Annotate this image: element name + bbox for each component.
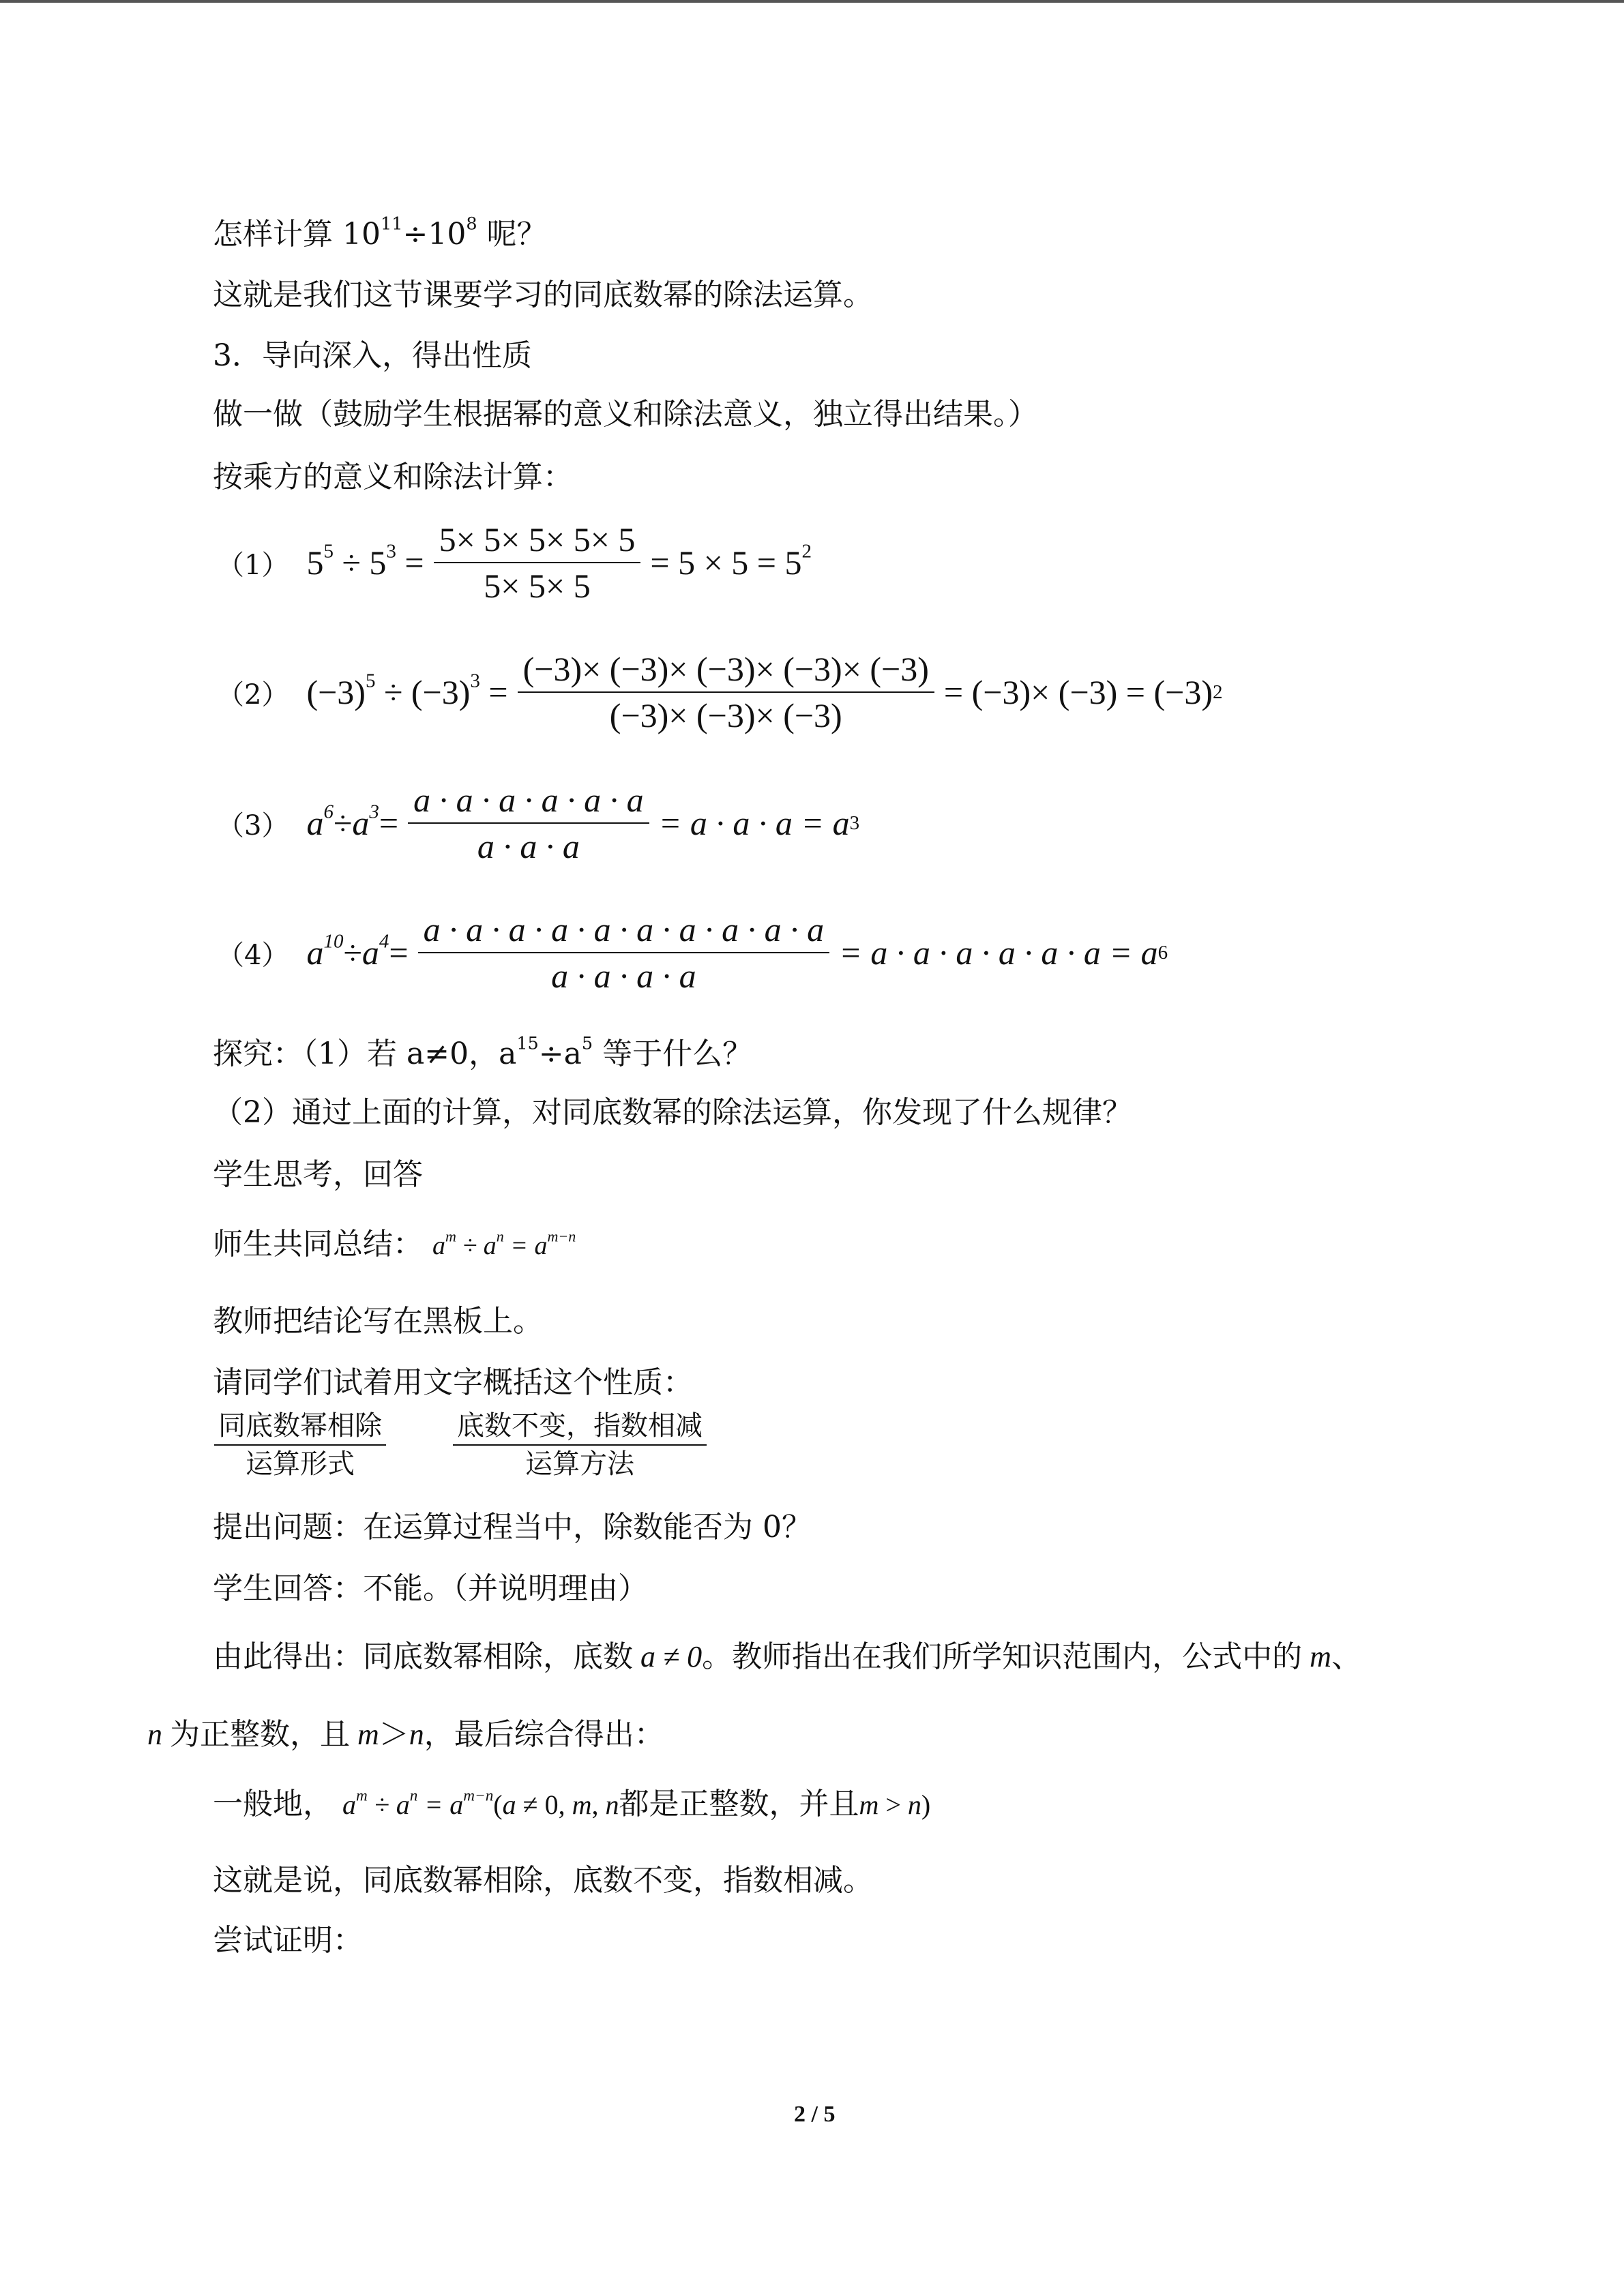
student-think: 学生思考，回答 [213,1157,423,1192]
question-line: 怎样计算 $10^{11}\div 10^8$ 呢？ [213,213,547,252]
equation-2: （2） $(-3)^5 \div (-3)^3$ = $\frac{(-3)\times (-3)\times (-3)\times (-3)\times (-3)}{(-3)\times (-3)\times (-3)}$ = (−3)× (−3) = (−3) 2 [217,650,1223,734]
board-text: 教师把结论写在黑板上。 [213,1304,543,1339]
equation-label: （3） [217,809,289,841]
intro-text: 这就是我们这节课要学习的同底数幂的除法运算。 [213,278,873,312]
proof-text: 尝试证明： [213,1923,363,1958]
equation-label: （2） [217,679,289,711]
page-top-border [0,0,1624,3]
underlabel-form: 同底数幂相除 运算形式 [214,1409,386,1481]
conclusion-text: 这就是说，同底数幂相除，底数不变，指数相减。 [213,1863,873,1898]
student-answer: 学生回答：不能。（并说明理由） [213,1571,648,1606]
derive-line-1: 由此得出：同底数幂相除，底数 a ≠ 0。教师指出在我们所学知识范围内，公式中的 m、 [213,1639,1361,1674]
general-formula: 一般地， $a^m \div a^n = a^{m-n}(a \ne 0$, m, n都是正整数，并且m > n) [213,1787,931,1821]
derive-line-2: n 为正整数，且 m＞n，最后综合得出： [147,1717,664,1752]
equation-label: （4） [217,939,289,971]
equation-fraction: $\frac{(-3)\times (-3)\times (-3)\times (-3)\times (-3)}{(-3)\times (-3)\times (-3)}$ [518,649,934,735]
summary-line: 师生共同总结： $a^m \div a^n = a^{m-n}$ [213,1227,576,1262]
equation-4: （4） $a^{10}$ ÷ $a^4$ = $\frac{a \cdot a \cdot a \cdot a \cdot a \cdot a \cdot a \cdot a \cdot a \cdot a}{a \cdot a \cdot a \cdot a}$ = a · a · a · a · a · a = a 6 [217,910,1168,995]
page-number: 2 / 5 [794,2102,836,2127]
equation-fraction: $\frac{5\times 5\times 5\times 5\times 5}{5\times 5\times 5}$ [434,520,641,606]
equation-3: （3） $a^6$ ÷ $a^3$ = $\frac{a \cdot a \cdot a \cdot a \cdot a \cdot a}{a \cdot a \cdot a}$ = a · a · a = a 3 [217,781,860,865]
generalize-text: 请同学们试着用文字概括这个性质： [213,1365,693,1400]
instruction-text: 按乘方的意义和除法计算： [213,460,573,494]
equation-fraction: $\frac{a \cdot a \cdot a \cdot a \cdot a \cdot a}{a \cdot a \cdot a}$ [408,780,649,866]
explore-question-1: 探究：（1）若 a≠0，$a^{15}\div a^5$ 等于什么？ [213,1033,753,1071]
underlabel-method: 底数不变，指数相减 运算方法 [453,1409,707,1481]
section-heading: 3．导向深入，得出性质 [213,338,532,373]
explore-question-2: （2）通过上面的计算，对同底数幂的除法运算，你发现了什么规律？ [213,1095,1132,1130]
equation-1: （1） $5^5 \div 5^3$ = $\frac{5\times 5\times 5\times 5\times 5}{5\times 5\times 5}$ = $5 \times 5 = 5^2$ [217,520,812,605]
activity-text: 做一做（鼓励学生根据幂的意义和除法意义，独立得出结果。） [213,397,1038,432]
equation-fraction: $\frac{a \cdot a \cdot a \cdot a \cdot a \cdot a \cdot a \cdot a \cdot a \cdot a}{a \cdot a \cdot a \cdot a}$ [418,910,830,996]
equation-label: （1） [217,549,289,581]
raise-question: 提出问题：在运算过程当中，除数能否为 0？ [213,1510,812,1545]
